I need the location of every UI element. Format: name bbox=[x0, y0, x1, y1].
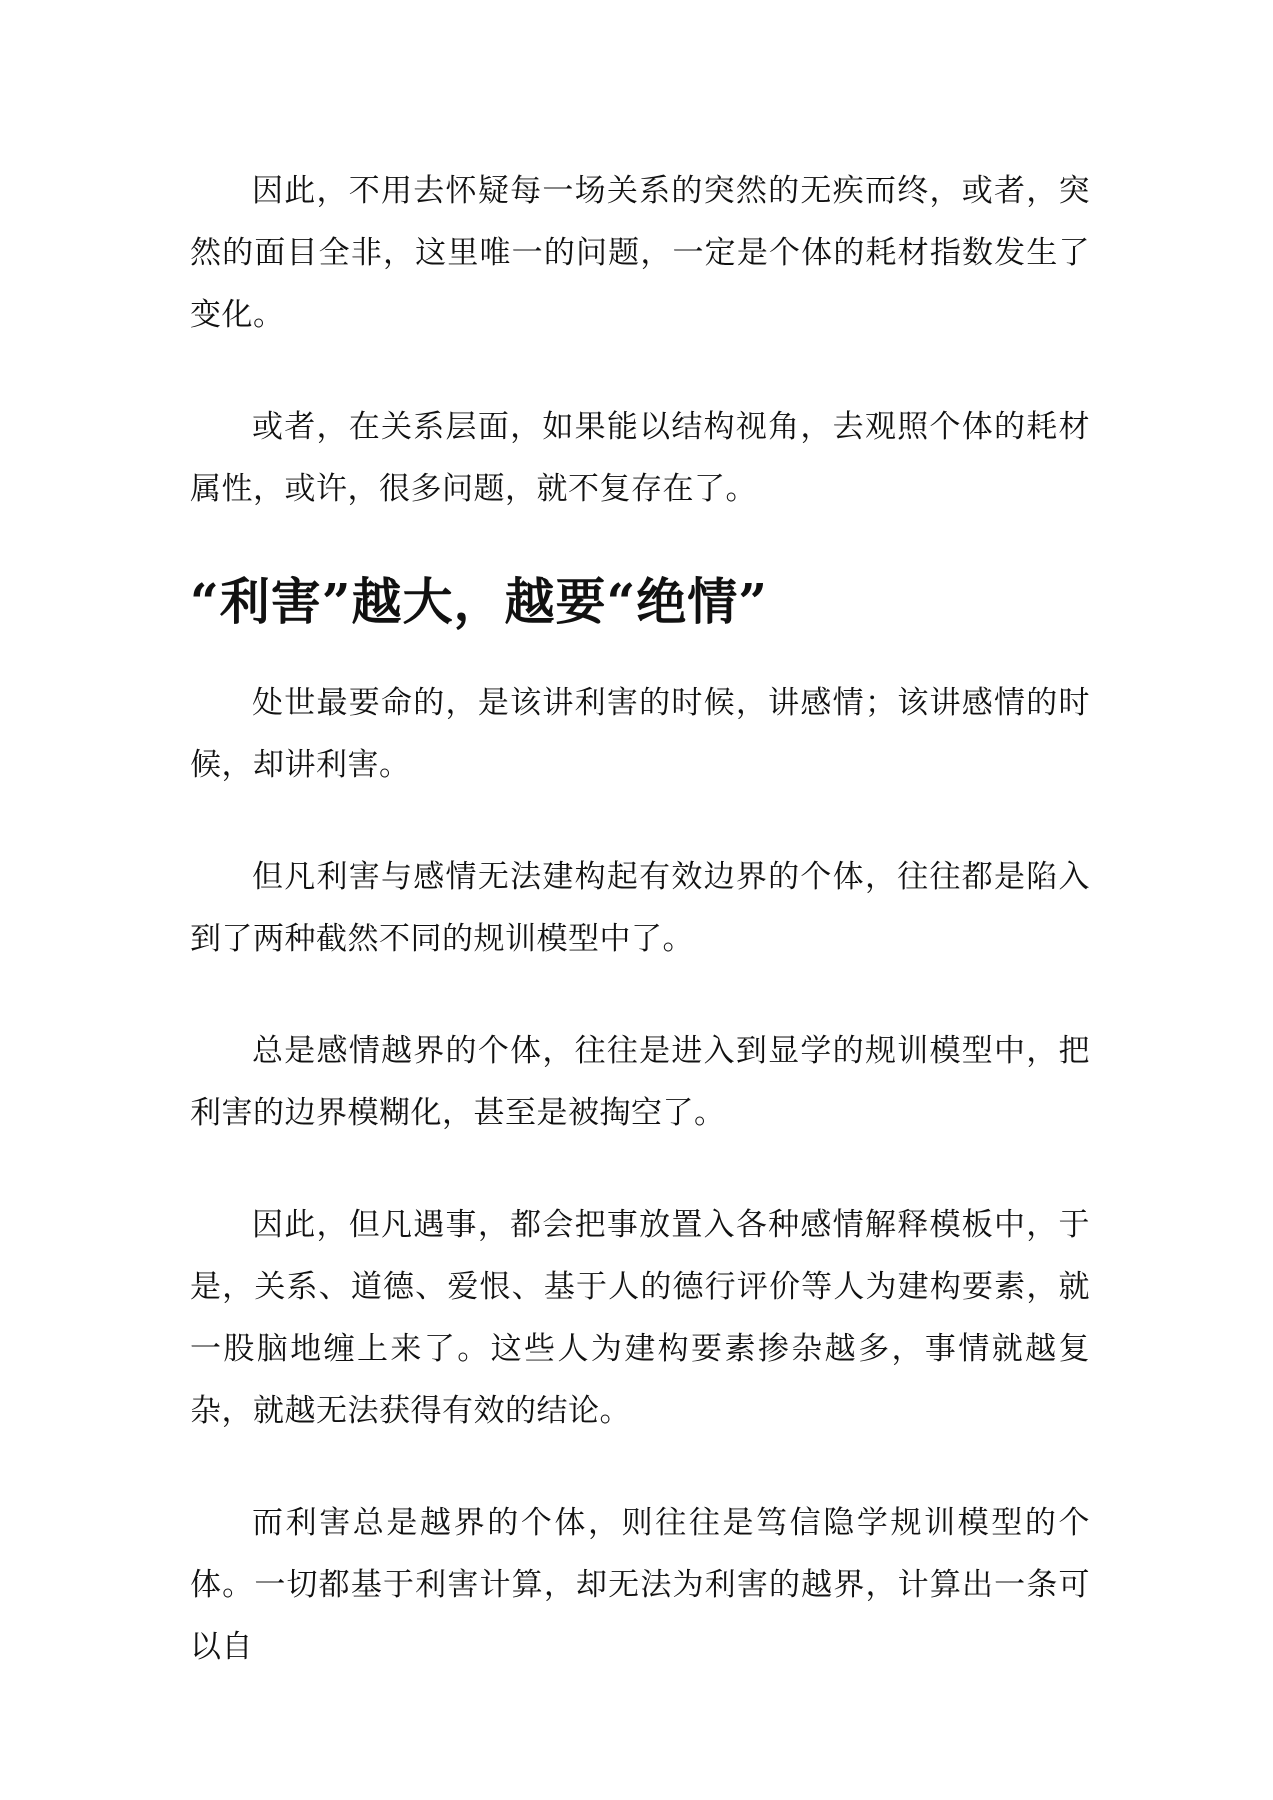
paragraph: 而利害总是越界的个体，则往往是笃信隐学规训模型的个体。一切都基于利害计算，却无法为利害的越界，计算出一条可以自 bbox=[190, 1505, 1090, 1665]
paragraph: 总是感情越界的个体，往往是进入到显学的规训模型中，把利害的边界模糊化，甚至是被掏空了。 bbox=[190, 1033, 1090, 1131]
paragraph: 因此，不用去怀疑每一场关系的突然的无疾而终，或者，突然的面目全非，这里唯一的问题，一定是个体的耗材指数发生了变化。 bbox=[190, 173, 1090, 333]
paragraph: 但凡利害与感情无法建构起有效边界的个体，往往都是陷入到了两种截然不同的规训模型中了。 bbox=[190, 859, 1090, 957]
document-body bbox=[190, 160, 1090, 1728]
paragraph: 或者，在关系层面，如果能以结构视角，去观照个体的耗材属性，或许，很多问题，就不复存在了。 bbox=[190, 409, 1090, 507]
paragraph: 处世最要命的，是该讲利害的时候，讲感情；该讲感情的时候，却讲利害。 bbox=[190, 685, 1090, 783]
section-heading: “利害”越大，越要“绝情” bbox=[190, 572, 769, 631]
paragraph: 因此，但凡遇事，都会把事放置入各种感情解释模板中，于是，关系、道德、爱恨、基于人的德行评价等人为建构要素，就一股脑地缠上来了。这些人为建构要素掺杂越多，事情就越复杂，就越无法获得有效的结论。 bbox=[190, 1207, 1090, 1429]
